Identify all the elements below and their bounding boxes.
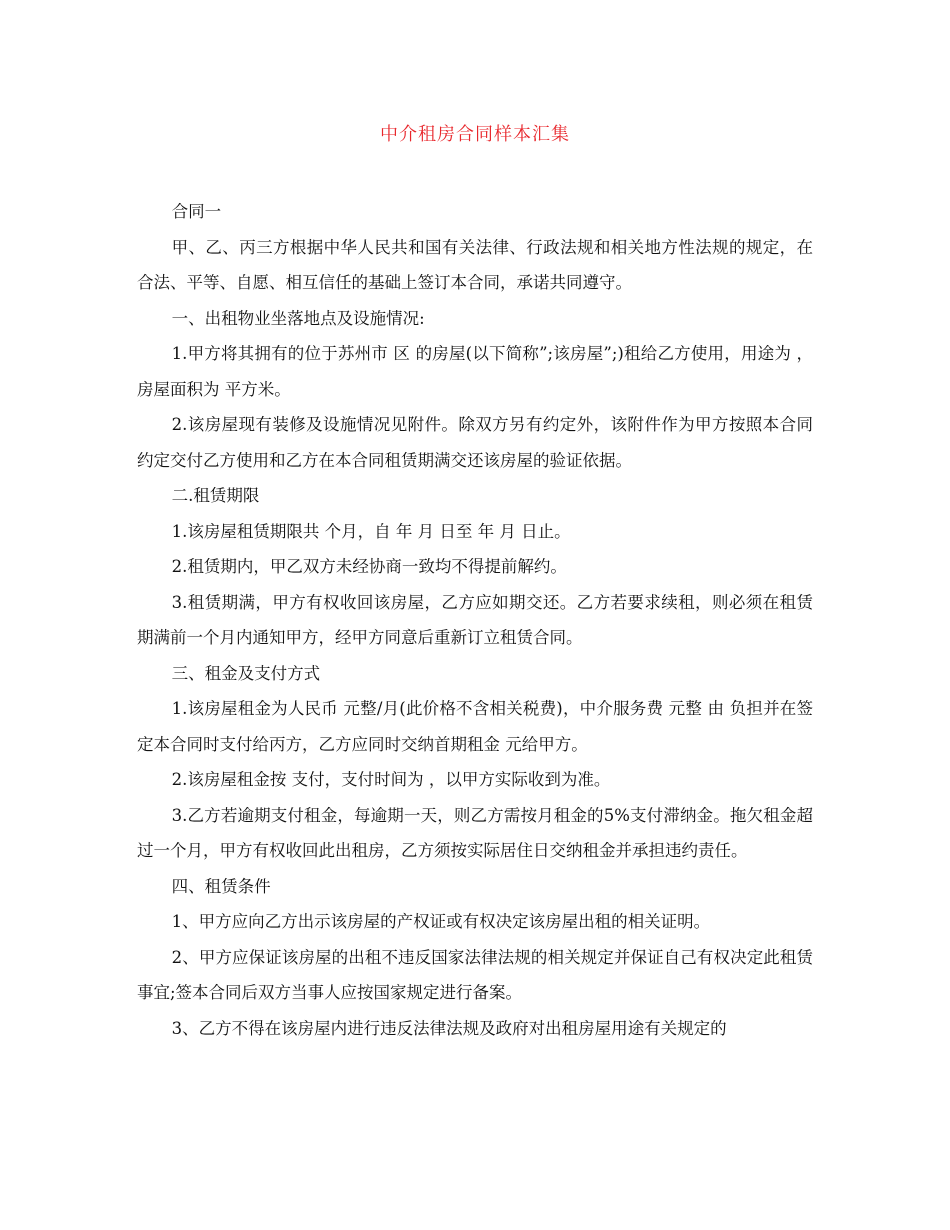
clause-2-2: 2.租赁期内，甲乙双方未经协商一致均不得提前解约。 — [171, 557, 567, 576]
clause-4-1: 1、甲方应向乙方出示该房屋的产权证或有权决定该房屋出租的相关证明。 — [171, 912, 711, 931]
clause-3-1: 1.该房屋租金为人民币 元整/月(此价格不含相关税费)，中介服务费 元整 由 负担并在签定本合同时支付给丙方，乙方应同时交纳首期租金 元给甲方。 — [137, 699, 813, 754]
clause-1-2: 2.该房屋现有装修及设施情况见附件。除双方另有约定外，该附件作为甲方按照本合同约定交付乙方使用和乙方在本合同租赁期满交还该房屋的验证依据。 — [137, 415, 813, 470]
clause-2-3: 3.租赁期满，甲方有权收回该房屋，乙方应如期交还。乙方若要求续租，则必须在租赁期满前一个月内通知甲方，经甲方同意后重新订立租赁合同。 — [137, 592, 813, 647]
clause-3-2: 2.该房屋租金按 支付，支付时间为 ，以甲方实际收到为准。 — [171, 770, 611, 789]
clause-2-1: 1.该房屋租赁期限共 个月，自 年 月 日至 年 月 日止。 — [171, 521, 571, 541]
document-body — [137, 194, 813, 1046]
section-heading-rent-payment: 三、租金及支付方式 — [171, 663, 321, 683]
clause-1-1: 1.甲方将其拥有的位于苏州市 区 的房屋(以下简称”;该房屋”;)租给乙方使用，用途为 ，房屋面积为 平方米。 — [137, 344, 813, 399]
document-title: 中介租房合同样本汇集 — [380, 124, 570, 145]
paragraph-heading-contract-one: 合同一 — [171, 202, 222, 221]
paragraph-preamble: 甲、乙、丙三方根据中华人民共和国有关法律、行政法规和相关地方性法规的规定，在合法、平等、自愿、相互信任的基础上签订本合同，承诺共同遵守。 — [137, 237, 813, 292]
clause-4-3: 3、乙方不得在该房屋内进行违反法律法规及政府对出租房屋用途有关规定的 — [171, 1018, 727, 1038]
section-heading-property-location: 一、出租物业坐落地点及设施情况: — [171, 308, 425, 328]
clause-3-3: 3.乙方若逾期支付租金，每逾期一天，则乙方需按月租金的5%支付滞纳金。拖欠租金超过一个月，甲方有权收回此出租房，乙方须按实际居住日交纳租金并承担违约责任。 — [137, 805, 813, 860]
section-heading-lease-conditions: 四、租赁条件 — [171, 876, 271, 896]
section-heading-lease-term: 二.租赁期限 — [171, 486, 260, 505]
clause-4-2: 2、甲方应保证该房屋的出租不违反国家法律法规的相关规定并保证自己有权决定此租赁事宜;签本合同后双方当事人应按国家规定进行备案。 — [137, 947, 813, 1002]
